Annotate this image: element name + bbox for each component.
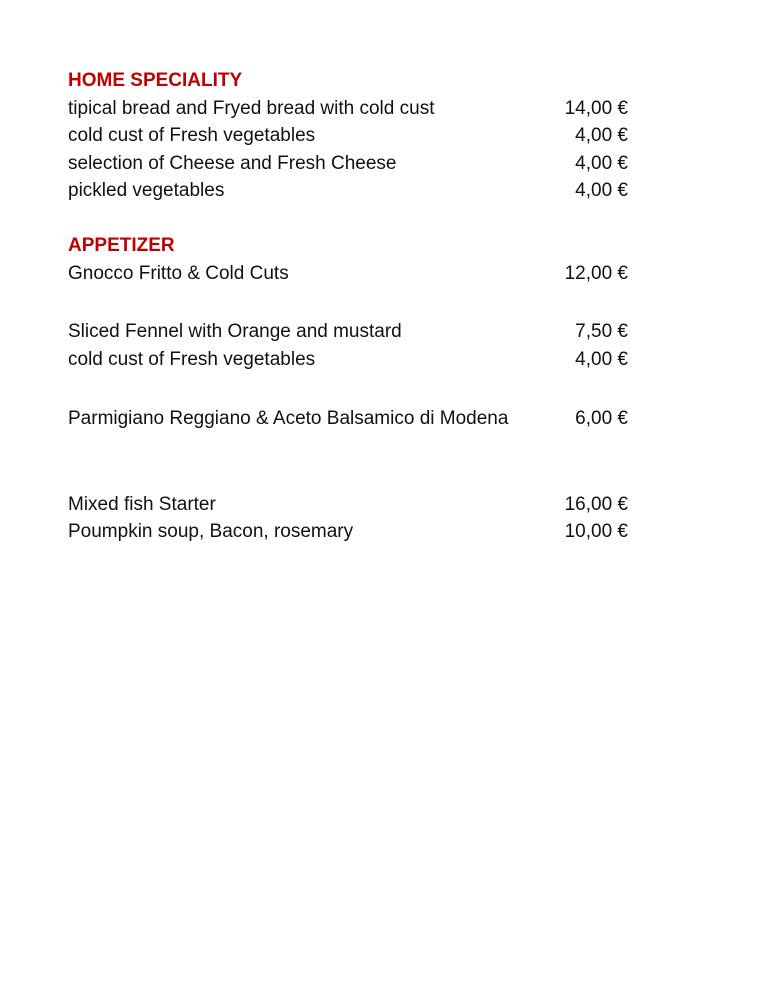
menu-item-name: Mixed fish Starter: [68, 494, 216, 515]
menu-item-price: 16,00 €: [564, 494, 628, 515]
menu-item: [68, 319, 628, 345]
menu-item-price: 4,00 €: [575, 125, 628, 146]
menu-item-price: 6,00 €: [575, 408, 628, 429]
menu-item-name: selection of Cheese and Fresh Cheese: [68, 153, 397, 174]
menu-item: [68, 261, 628, 287]
menu-item-name: Parmigiano Reggiano & Aceto Balsamico di Modena: [68, 408, 509, 429]
menu-item: [68, 178, 628, 204]
menu-item: [68, 347, 628, 373]
menu-item: [68, 406, 628, 432]
menu-item-price: 10,00 €: [564, 521, 628, 542]
menu-item-name: Poumpkin soup, Bacon, rosemary: [68, 521, 354, 542]
menu-item-price: 12,00 €: [564, 263, 628, 284]
menu-item: [68, 96, 628, 122]
menu-item: [68, 151, 628, 177]
menu-item-name: pickled vegetables: [68, 180, 225, 201]
menu-item-name: cold cust of Fresh vegetables: [68, 349, 316, 370]
section-title-home-speciality: HOME SPECIALITY: [68, 70, 243, 91]
menu-item-name: Gnocco Fritto & Cold Cuts: [68, 263, 289, 284]
section-title-appetizer: APPETIZER: [68, 235, 175, 256]
menu-item-name: cold cust of Fresh vegetables: [68, 125, 316, 146]
menu-item-price: 4,00 €: [575, 349, 628, 370]
menu-item: [68, 123, 628, 149]
menu-item-price: 7,50 €: [575, 321, 628, 342]
menu-item-name: tipical bread and Fryed bread with cold cust: [68, 98, 435, 119]
menu-item: [68, 492, 628, 518]
menu-item: [68, 519, 628, 545]
menu-item-name: Sliced Fennel with Orange and mustard: [68, 321, 402, 342]
menu-item-price: 4,00 €: [575, 153, 628, 174]
menu-item-price: 14,00 €: [564, 98, 628, 119]
menu-item-price: 4,00 €: [575, 180, 628, 201]
